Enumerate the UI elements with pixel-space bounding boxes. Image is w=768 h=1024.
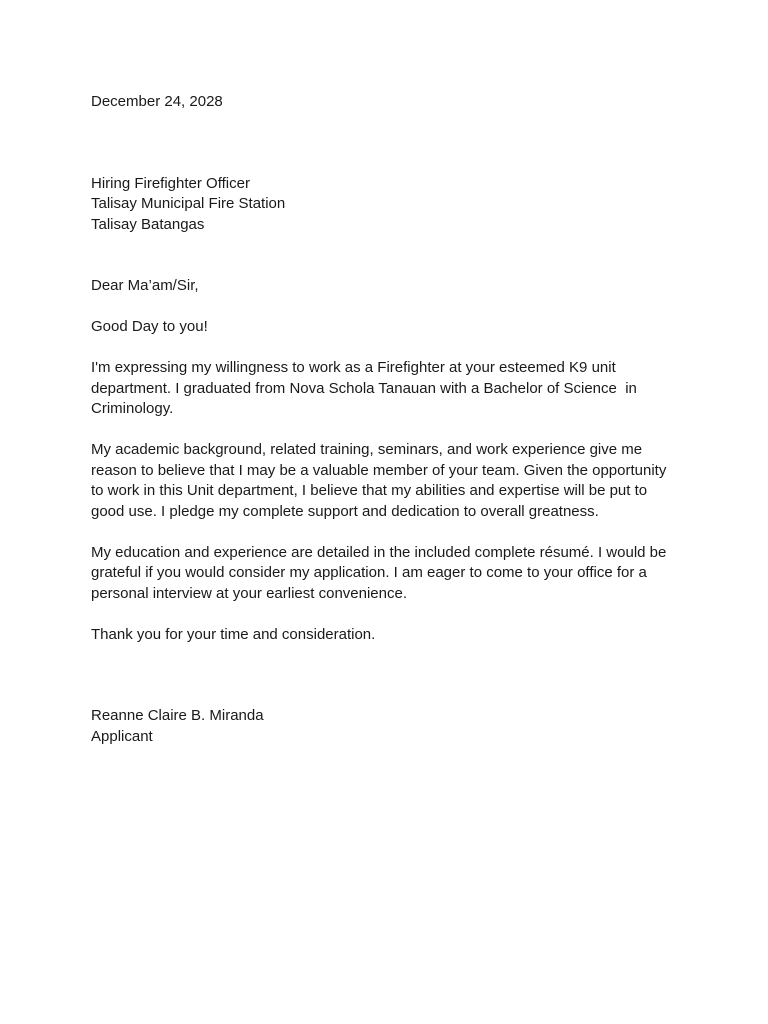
paragraph-line: My academic background, related training, seminars, and work experience give me bbox=[91, 441, 643, 458]
spacer bbox=[91, 522, 681, 543]
paragraph-resume bbox=[91, 543, 681, 605]
paragraph-line: to work in this Unit department, I believe that my abilities and expertise will be put to bbox=[91, 482, 648, 499]
recipient-line-2: Talisay Municipal Fire Station bbox=[91, 195, 286, 212]
paragraph-intro bbox=[91, 358, 681, 420]
signatory-name: Reanne Claire B. Miranda bbox=[91, 707, 264, 724]
greeting: Good Day to you! bbox=[91, 318, 208, 335]
paragraph-line: My education and experience are detailed in the included complete résumé. I would be bbox=[91, 543, 667, 561]
letter-body bbox=[91, 92, 681, 747]
spacer bbox=[91, 420, 681, 441]
paragraph-qualifications bbox=[91, 440, 681, 522]
paragraph-line: reason to believe that I may be a valuable member of your team. Given the opportunity bbox=[91, 461, 667, 479]
recipient-line-1: Hiring Firefighter Officer bbox=[91, 174, 250, 192]
spacer bbox=[91, 604, 681, 625]
salutation: Dear Ma’am/Sir, bbox=[91, 277, 199, 294]
spacer bbox=[91, 297, 681, 318]
paragraph-line: grateful if you would consider my application. I am eager to come to your office for a bbox=[91, 564, 647, 581]
signatory-title: Applicant bbox=[91, 727, 153, 745]
recipient-address bbox=[91, 174, 681, 236]
closing-line: Thank you for your time and consideration. bbox=[91, 625, 376, 643]
paragraph-line: department. I graduated from Nova Schola Tanauan with a Bachelor of Science in bbox=[91, 379, 637, 397]
spacer bbox=[91, 113, 681, 174]
signature-block bbox=[91, 706, 681, 747]
paragraph-line: good use. I pledge my complete support and dedication to overall greatness. bbox=[91, 502, 599, 520]
recipient-line-3: Talisay Batangas bbox=[91, 215, 205, 233]
letter-date: December 24, 2028 bbox=[91, 93, 223, 110]
spacer bbox=[91, 645, 681, 706]
spacer bbox=[91, 235, 681, 276]
spacer bbox=[91, 338, 681, 359]
paragraph-line: personal interview at your earliest convenience. bbox=[91, 584, 408, 602]
paragraph-line: I'm expressing my willingness to work as a Firefighter at your esteemed K9 unit bbox=[91, 359, 616, 376]
paragraph-line: Criminology. bbox=[91, 400, 174, 417]
